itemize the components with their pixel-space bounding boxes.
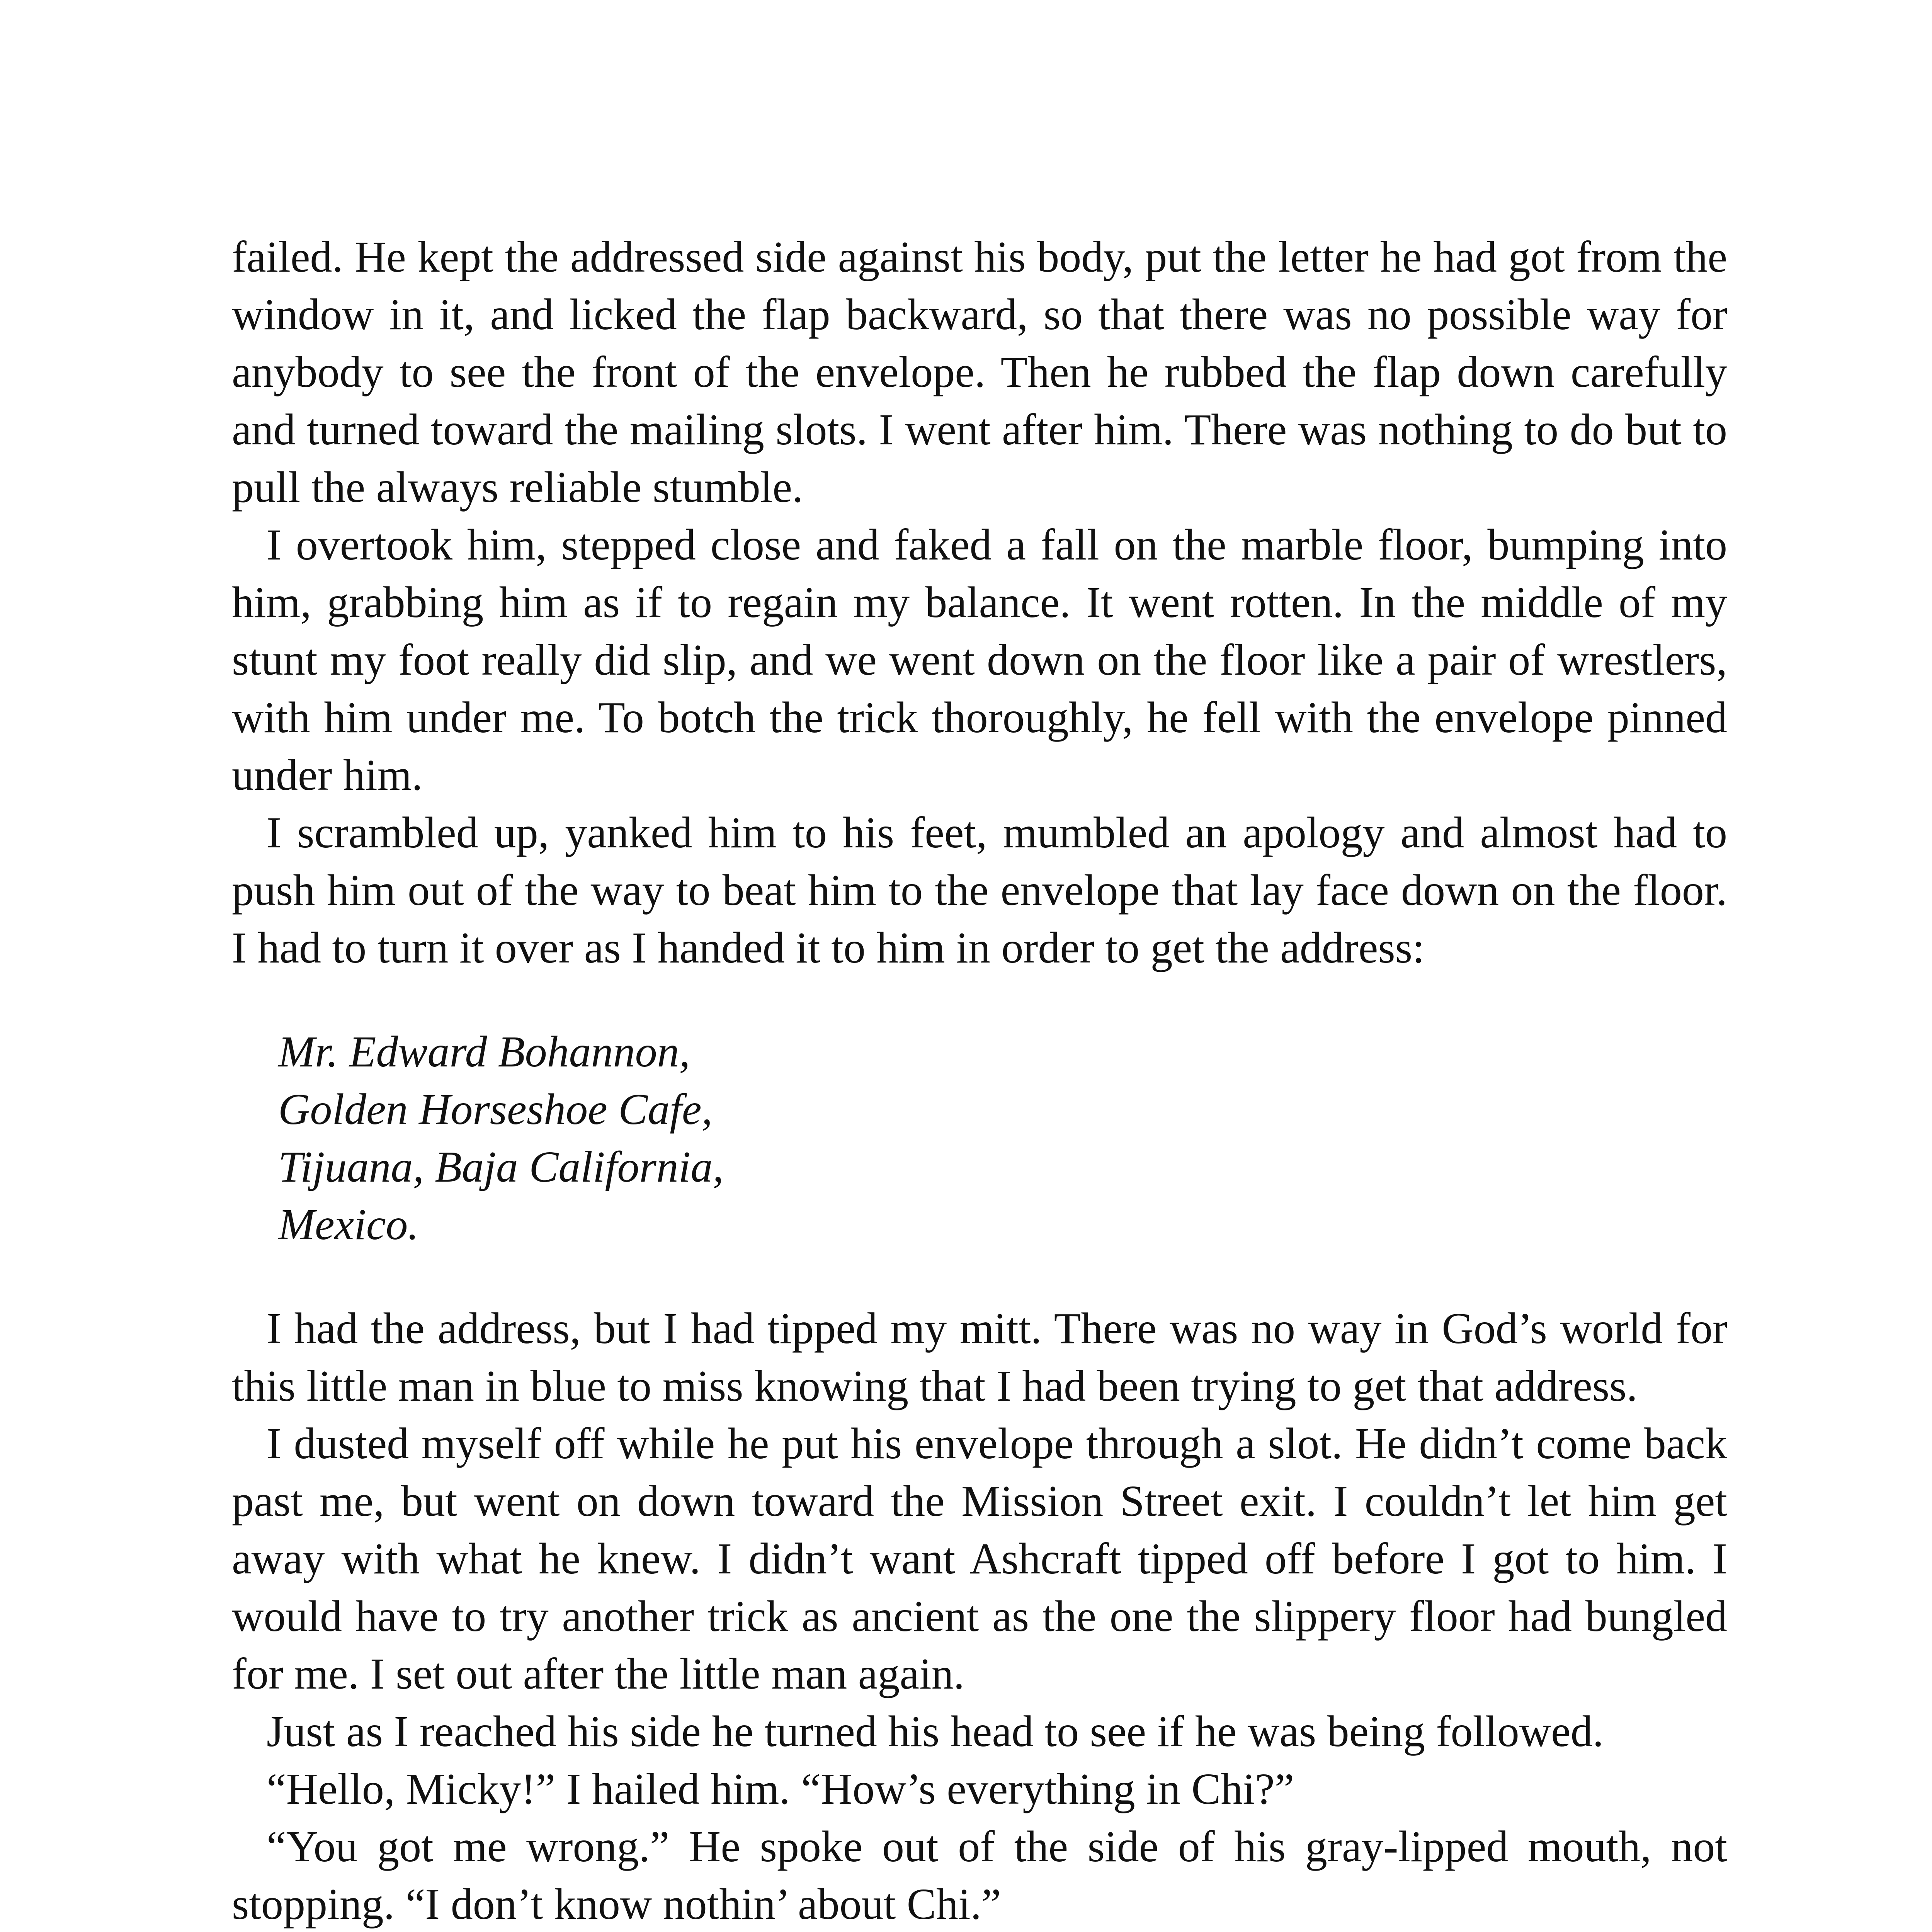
address-line: Mr. Edward Bohannon, — [278, 1027, 690, 1076]
paragraph: failed. He kept the addressed side against his body, put the letter he had got from the window in it, and licked the flap backward, so that there was no possible way for anybody to see the front of the envelope. Then he rubbed the flap down carefully and turned toward the mailing slots. I went after him. There was nothing to do but to pull the always reliable stumble. — [232, 232, 1727, 512]
paragraph: “Hello, Micky!” I hailed him. “How’s everything in Chi?” — [267, 1764, 1294, 1813]
paragraph: I dusted myself off while he put his envelope through a slot. He didn’t come back past me, but went on down toward the Mission Street exit. I couldn’t let him get away with what he knew. I didn’t want Ashcraft tipped off before I got to him. I would have to try another trick as ancient as the one the slippery floor had bungled for me. I set out after the little man again. — [232, 1419, 1727, 1698]
envelope-address — [278, 1023, 1727, 1253]
page-body — [232, 228, 1727, 1932]
paragraph: “You got me wrong.” He spoke out of the side of his gray-lipped mouth, not stopping. “I don’t know nothin’ about Chi.” — [232, 1822, 1727, 1929]
address-line: Mexico. — [278, 1200, 419, 1249]
paragraph: I scrambled up, yanked him to his feet, mumbled an apology and almost had to push him out of the way to beat him to the envelope that lay face down on the floor. I had to turn it over as I handed it to him in order to get the address: — [232, 808, 1727, 972]
address-line: Golden Horseshoe Cafe, — [278, 1085, 713, 1134]
paragraph: I overtook him, stepped close and faked a fall on the marble floor, bumping into him, grabbing him as if to regain my balance. It went rotten. In the middle of my stunt my foot really did slip, and we went down on the floor like a pair of wrestlers, with him under me. To botch the trick thoroughly, he fell with the envelope pinned under him. — [232, 520, 1727, 799]
paragraph: Just as I reached his side he turned his head to see if he was being followed. — [267, 1707, 1604, 1756]
address-line: Tijuana, Baja California, — [278, 1142, 724, 1191]
paragraph: I had the address, but I had tipped my mitt. There was no way in God’s world for this little man in blue to miss knowing that I had been trying to get that address. — [232, 1304, 1727, 1410]
